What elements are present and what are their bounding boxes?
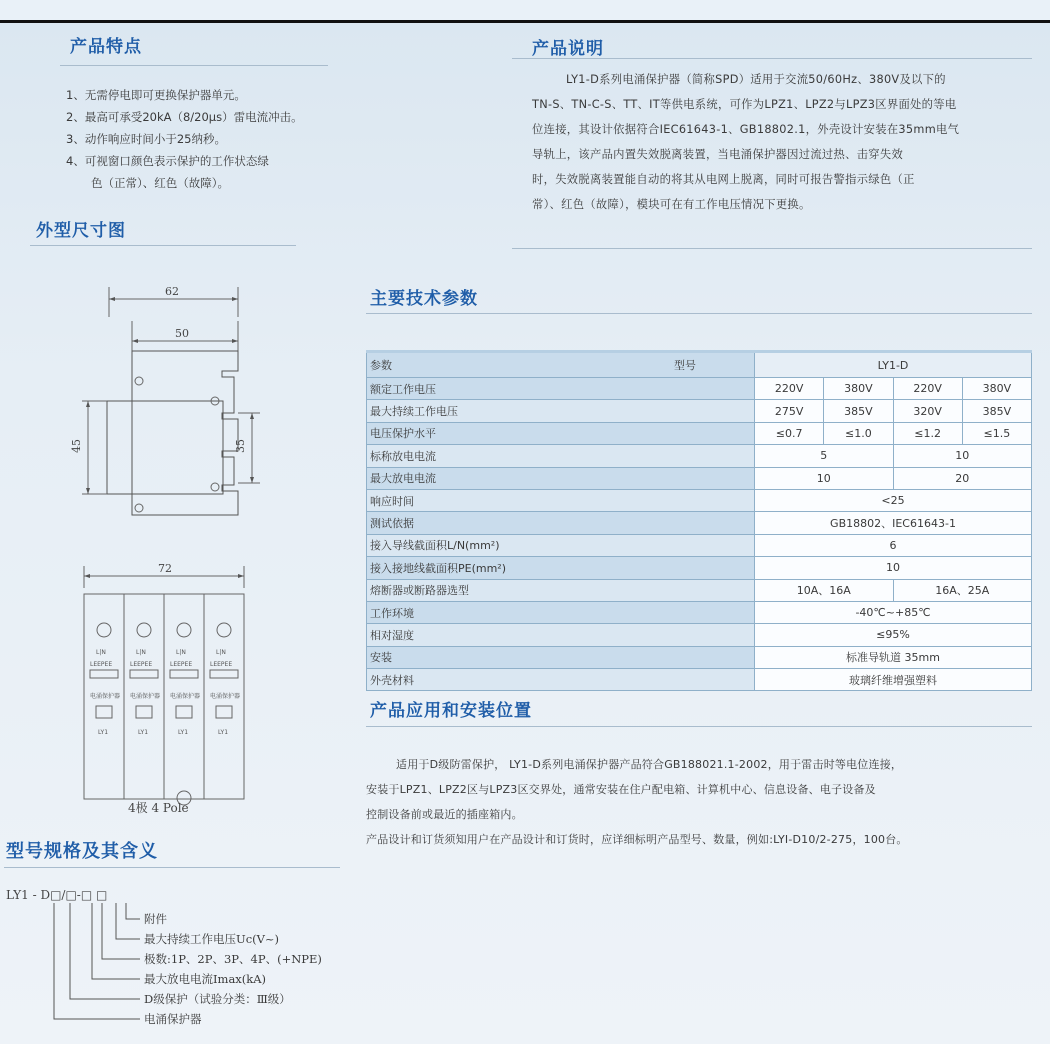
application-title: 产品应用和安装位置 <box>370 701 532 721</box>
spec-header-param-text: 参数 <box>370 359 392 372</box>
table-row <box>367 445 1032 467</box>
legend-item: 最大放电电流Imax(kA) <box>144 972 267 986</box>
description-line: 位连接，其设计依据符合IEC61643-1、GB18802.1，外壳设计安装在35mm电气 <box>532 123 960 136</box>
spec-label: 熔断器或断路器选型 <box>367 579 755 601</box>
spec-value: 标准导轨道 35mm <box>755 646 1032 668</box>
spec-value: 10 <box>755 467 894 489</box>
pole-caption: 4极 4 Pole <box>128 801 189 815</box>
spec-value: 220V <box>893 378 962 400</box>
spec-label: 相对湿度 <box>367 624 755 646</box>
table-row <box>367 646 1032 668</box>
table-row <box>367 378 1032 400</box>
spec-value: ≤0.7 <box>755 422 824 444</box>
pole-name: 电涌保护器 <box>130 693 161 700</box>
legend-item: 最大持续工作电压Uc(V~) <box>144 932 280 946</box>
table-row <box>367 467 1032 489</box>
spec-label: 电压保护水平 <box>367 422 755 444</box>
spec-value: 220V <box>755 378 824 400</box>
dimensions-title: 外型尺寸图 <box>36 221 126 241</box>
description-title: 产品说明 <box>532 39 604 59</box>
application-text <box>366 752 1042 852</box>
pole-ln: L|N <box>96 649 106 656</box>
dimensions-underline <box>30 245 296 246</box>
features-underline <box>60 65 328 66</box>
spec-value: 5 <box>755 445 894 467</box>
table-row <box>367 489 1032 511</box>
spec-value: 380V <box>824 378 893 400</box>
pole-model: LY1 <box>218 729 229 736</box>
description-bottom-line <box>512 248 1032 249</box>
description-line: 导轨上，该产品内置失效脱离装置，当电涌保护器因过流过热、击穿失效 <box>532 148 904 161</box>
dim-45-label: 45 <box>70 439 83 453</box>
spec-label: 最大放电电流 <box>367 467 755 489</box>
spec-label: 接入接地线截面积PE(mm²) <box>367 557 755 579</box>
spec-value: ≤1.0 <box>824 422 893 444</box>
application-underline <box>366 726 1032 727</box>
table-row <box>367 534 1032 556</box>
application-line: 产品设计和订货须知用户在产品设计和订货时，应详细标明产品型号、数量，例如:LYⅠ-D10/2-275，100台。 <box>366 833 908 846</box>
brochure-page <box>0 23 1050 1044</box>
spec-label: 安装 <box>367 646 755 668</box>
spec-label: 外壳材料 <box>367 669 755 691</box>
pole-name: 电涌保护器 <box>90 693 121 700</box>
feature-item: 4、可视窗口颜色表示保护的工作状态绿 <box>66 154 269 168</box>
spec-value: 玻璃纤维增强塑料 <box>755 669 1032 691</box>
pole-brand: LEEPEE <box>130 661 153 668</box>
legend-item: 附件 <box>144 912 167 926</box>
table-row <box>367 400 1032 422</box>
spec-header-param <box>367 352 755 378</box>
pole-name: 电涌保护器 <box>170 693 201 700</box>
features-list <box>66 84 303 194</box>
four-pole-drawing <box>76 558 256 828</box>
application-line: 控制设备前或最近的插座箱内。 <box>366 808 523 821</box>
spec-title: 主要技术参数 <box>370 289 478 309</box>
spec-value: 385V <box>962 400 1031 422</box>
pole-model: LY1 <box>138 729 149 736</box>
table-row <box>367 601 1032 623</box>
feature-item: 1、无需停电即可更换保护器单元。 <box>66 88 246 102</box>
spec-label: 响应时间 <box>367 489 755 511</box>
feature-item-continued: 色（正常）、红色（故障）。 <box>91 176 229 190</box>
spec-value: 10 <box>893 445 1032 467</box>
table-row <box>367 512 1032 534</box>
application-line: 安装于LPZ1、LPZ2区与LPZ3区交界处，通常安装在住户配电箱、计算机中心、信息设备、电子设备及 <box>366 783 876 796</box>
pole-ln: L|N <box>216 649 226 656</box>
spec-value: 6 <box>755 534 1032 556</box>
pole-model: LY1 <box>98 729 109 736</box>
model-legend-lines <box>40 901 150 1025</box>
spec-value: ≤1.2 <box>893 422 962 444</box>
spec-value: 16A、25A <box>893 579 1032 601</box>
pole-brand: LEEPEE <box>170 661 193 668</box>
pole-ln: L|N <box>136 649 146 656</box>
spec-header-row <box>367 352 1032 378</box>
dim-50-label: 50 <box>175 327 189 340</box>
spec-value: 275V <box>755 400 824 422</box>
table-row <box>367 557 1032 579</box>
feature-item: 3、动作响应时间小于25纳秒。 <box>66 132 226 146</box>
dim-35-label: 35 <box>234 439 247 453</box>
dim-72-label: 72 <box>158 562 172 575</box>
spec-label: 工作环境 <box>367 601 755 623</box>
application-line: 适用于D级防雷保护， LY1-D系列电涌保护器产品符合GB188021.1-2002，用于雷击时等电位连接， <box>396 758 903 771</box>
model-spec-title: 型号规格及其含义 <box>6 841 158 862</box>
model-spec-underline <box>4 867 340 868</box>
spec-value: 10A、16A <box>755 579 894 601</box>
spec-value: 385V <box>824 400 893 422</box>
table-row <box>367 669 1032 691</box>
description-line: TN-S、TN-C-S、TT、IT等供电系统，可作为LPZ1、LPZ2与LPZ3区界面处的等电 <box>532 98 957 111</box>
spec-value: GB18802、IEC61643-1 <box>755 512 1032 534</box>
spec-value: <25 <box>755 489 1032 511</box>
spec-value: 20 <box>893 467 1032 489</box>
table-row <box>367 624 1032 646</box>
description-text <box>532 67 1032 217</box>
spec-header-model: LY1-D <box>755 352 1032 378</box>
spec-label: 额定工作电压 <box>367 378 755 400</box>
legend-item: 极数:1P、2P、3P、4P、(+NPE) <box>144 952 322 966</box>
spec-label: 最大持续工作电压 <box>367 400 755 422</box>
spec-label: 标称放电电流 <box>367 445 755 467</box>
spec-label: 接入导线截面积L/N(mm²) <box>367 534 755 556</box>
spec-value: 380V <box>962 378 1031 400</box>
spec-value: 10 <box>755 557 1032 579</box>
description-line: 时，失效脱离装置能自动的将其从电网上脱离，同时可报告警指示绿色（正 <box>532 173 915 186</box>
dim-62-label: 62 <box>165 285 179 298</box>
features-title: 产品特点 <box>70 37 142 57</box>
legend-item: 电涌保护器 <box>144 1012 202 1026</box>
spec-header-model-label: 型号 <box>674 359 696 372</box>
spec-value: -40℃~+85℃ <box>755 601 1032 623</box>
spec-underline <box>366 313 1032 314</box>
pole-ln: L|N <box>176 649 186 656</box>
spec-value: ≤1.5 <box>962 422 1031 444</box>
table-row <box>367 422 1032 444</box>
spec-value: ≤95% <box>755 624 1032 646</box>
legend-item: D级保护（试验分类：Ⅲ级） <box>144 992 291 1006</box>
feature-item: 2、最高可承受20kA（8/20μs）雷电流冲击。 <box>66 110 303 124</box>
spec-value: 320V <box>893 400 962 422</box>
pole-brand: LEEPEE <box>210 661 233 668</box>
spec-table <box>366 350 1032 691</box>
pole-name: 电涌保护器 <box>210 693 241 700</box>
spec-label: 测试依据 <box>367 512 755 534</box>
top-strip <box>0 0 1050 23</box>
description-line: 常）、红色（故障），模块可在有工作电压情况下更换。 <box>532 198 811 211</box>
pole-model: LY1 <box>178 729 189 736</box>
pole-brand: LEEPEE <box>90 661 113 668</box>
description-underline <box>512 58 1032 59</box>
side-dimension-drawing <box>60 273 290 523</box>
description-line: LY1-D系列电涌保护器（简称SPD）适用于交流50/60Hz、380V及以下的 <box>566 73 946 86</box>
table-row <box>367 579 1032 601</box>
model-code: LY1 - D□/□-□ □ <box>6 888 108 902</box>
